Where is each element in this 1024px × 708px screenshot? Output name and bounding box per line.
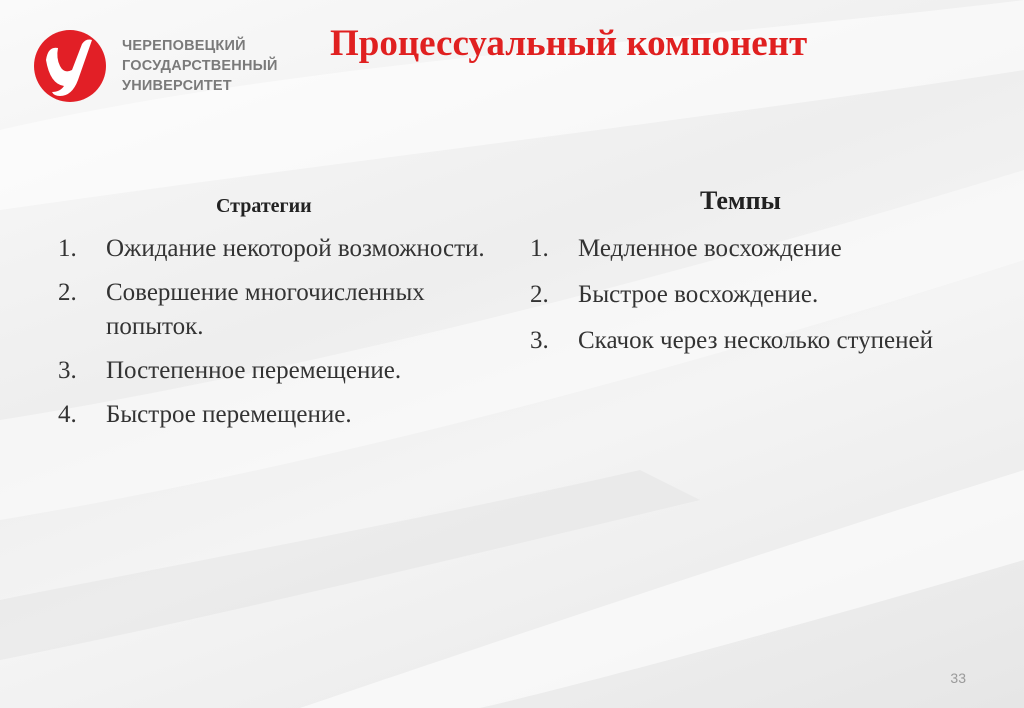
page-number: 33 <box>950 670 966 686</box>
list-text: Быстрое восхождение. <box>578 281 819 308</box>
list-item <box>58 354 498 388</box>
list-number: 2. <box>530 281 549 308</box>
list-number: 3. <box>530 327 549 354</box>
list-text: Ожидание некоторой возможности. <box>106 235 485 262</box>
list-number: 4. <box>58 401 77 428</box>
tempos-heading: Темпы <box>700 186 781 215</box>
list-item <box>530 278 970 312</box>
university-name-line: УНИВЕРСИТЕТ <box>122 78 232 94</box>
list-text: Медленное восхождение <box>578 235 842 262</box>
list-number: 2. <box>58 279 77 306</box>
list-item <box>58 398 498 432</box>
strategies-list <box>58 232 498 442</box>
list-number: 1. <box>530 235 549 262</box>
list-number: 1. <box>58 235 77 262</box>
university-name-line: ГОСУДАРСТВЕННЫЙ <box>122 58 278 74</box>
list-text: Постепенное перемещение. <box>106 357 402 384</box>
strategies-heading: Стратегии <box>216 195 312 217</box>
slide-title: Процессуальный компонент <box>330 23 808 64</box>
university-name-line: ЧЕРЕПОВЕЦКИЙ <box>122 38 246 54</box>
list-text: Быстрое перемещение. <box>106 401 352 428</box>
list-item <box>530 232 970 266</box>
list-text: Совершение многочисленных попыток. <box>106 279 425 340</box>
list-text: Скачок через несколько ступеней <box>578 327 933 354</box>
list-item <box>530 324 970 358</box>
list-item <box>58 232 498 266</box>
university-name <box>122 36 278 96</box>
list-item <box>58 276 498 344</box>
university-logo-icon <box>34 30 106 102</box>
tempos-list <box>530 232 970 370</box>
list-number: 3. <box>58 357 77 384</box>
